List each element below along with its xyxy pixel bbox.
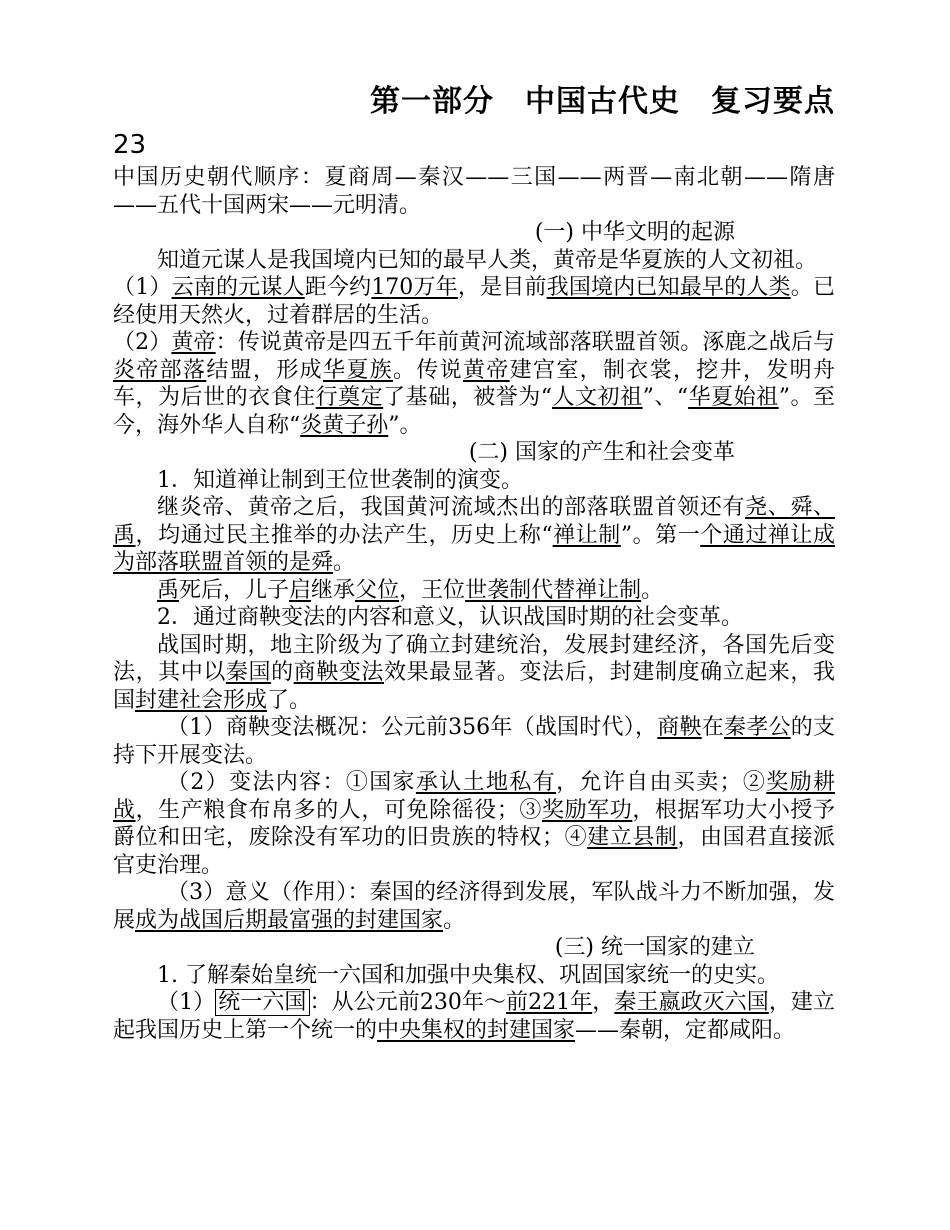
text-run: 1. 了解秦始皇统一六国和加强中央集权、巩固国家统一的史实。	[157, 962, 779, 988]
underlined-keyword: 170万年	[371, 275, 458, 300]
underlined-keyword: 封建社会形成	[135, 687, 268, 713]
underlined-keyword: 炎帝部落	[113, 357, 207, 383]
text-run: 。	[333, 550, 356, 575]
text-run: （1）商鞅变法概况：公元前356年（战国时代），	[167, 715, 658, 740]
underlined-keyword: 华夏族	[322, 357, 393, 383]
text-run: 死后，儿子	[179, 577, 290, 603]
underlined-keyword: 秦国	[225, 660, 272, 685]
text-run: 结盟，形成	[206, 357, 323, 383]
paragraph	[113, 769, 835, 879]
text-run: 。	[641, 577, 664, 603]
text-run: ，允许自由买卖；②	[556, 770, 767, 795]
paragraph	[113, 962, 835, 990]
underlined-keyword: 秦王嬴政灭六国	[614, 990, 769, 1015]
text-run: 。已经使用天然火，过着群居的生活。	[113, 275, 835, 328]
text-run: 。	[443, 907, 466, 933]
underlined-keyword: 承认土地私有	[415, 770, 557, 795]
text-run: ”。	[388, 412, 422, 438]
page-title: 第一部分 中国古代史 复习要点	[370, 84, 835, 119]
underlined-keyword: 秦孝公	[724, 715, 791, 740]
underlined-keyword: 黄帝	[171, 330, 216, 355]
text-run: ，王位	[399, 577, 466, 603]
underlined-keyword: 尧、舜、禹	[113, 495, 835, 548]
underlined-keyword: 商鞅变法	[293, 660, 384, 685]
underlined-keyword: 中央集权的封建国家	[377, 1017, 576, 1043]
text-run: ——秦朝，定都咸阳。	[575, 1017, 796, 1043]
text-run: 的	[271, 660, 294, 685]
underlined-keyword: 黄帝	[462, 357, 510, 383]
text-run: ，生产粮食布帛多的人，可免除徭役；③	[135, 797, 543, 823]
section-heading: (三) 统一国家的建立	[554, 935, 755, 960]
paragraph	[113, 494, 835, 577]
underlined-keyword: 行奠定	[315, 385, 384, 410]
text-run: 效果最显著。变法后，封建制度确立起来，我国	[113, 660, 835, 713]
paragraph	[113, 714, 835, 769]
paragraph	[113, 604, 835, 632]
paragraph	[113, 879, 835, 934]
text-run: （3）意义（作用）：秦国的经济得到发展，军队战斗力不断加强，发展	[113, 880, 835, 933]
underlined-keyword: 建立县制	[587, 825, 678, 850]
text-run: 2．通过商鞅变法的内容和意义，认识战国时期的社会变革。	[157, 605, 743, 630]
text-run: ，由国君直接派官吏治理。	[113, 825, 835, 878]
underlined-keyword: 商鞅	[657, 715, 702, 740]
paragraph	[113, 467, 835, 495]
text-run: （2）变法内容：①国家	[167, 770, 416, 795]
text-run: 的支持下开展变法。	[113, 715, 835, 768]
text-run: ，均通过民主推举的办法产生，历史上称“	[135, 522, 553, 548]
text-run: 1．知道禅让制到王位世袭制的演变。	[157, 467, 523, 493]
boxed-keyword: 统一六国	[215, 989, 309, 1016]
underlined-keyword: 奖励耕战	[113, 770, 835, 823]
underlined-keyword: 云南的元谋人	[171, 275, 305, 300]
text-run: 建宫室，制衣裳，挖井，发明舟车，为后世的衣食住	[113, 357, 835, 410]
text-run: 。传说	[392, 357, 463, 383]
underlined-keyword: 禹	[157, 577, 180, 603]
text-run: （1）	[157, 990, 216, 1015]
text-run: 了。	[267, 687, 312, 713]
text-run: 在	[701, 715, 724, 740]
underlined-keyword: 父位	[355, 577, 400, 603]
paragraph	[113, 247, 835, 275]
text-run: （2）	[113, 330, 172, 355]
text-run: 继炎帝、黄帝之后，我国黄河流域杰出的部落联盟首领还有	[157, 495, 746, 520]
underlined-keyword: 世袭制代替禅让制	[465, 577, 642, 603]
text-run: ”。第一	[620, 522, 701, 548]
text-run: ，建立起我国历史上第一个统一的	[113, 990, 835, 1043]
text-run: 战国时期，地主阶级为了确立封建统治，发展封建经济，各国先后变法，其中以	[113, 632, 835, 685]
text-run: 继承	[311, 577, 356, 603]
text-run: 了基础，被誉为“	[383, 385, 553, 410]
paragraph	[113, 274, 835, 329]
underlined-keyword: 禅让制	[552, 522, 621, 548]
paragraph	[113, 329, 835, 439]
underlined-keyword: 个通过禅让成为部落联盟首领的是舜	[113, 522, 835, 575]
text-run: ，根据军功大小授予爵位和田宅，废除没有军功的旧贵族的特权；④	[113, 797, 835, 850]
paragraph	[113, 577, 835, 605]
text-run: （1）	[113, 275, 172, 300]
paragraph	[113, 632, 835, 715]
paragraph	[113, 989, 835, 1044]
underlined-keyword: 人文初祖	[552, 385, 643, 410]
underlined-keyword: 我国境内已知最早的人类	[546, 275, 791, 300]
text-run: ，是目前	[457, 275, 547, 300]
underlined-keyword: 奖励军功	[542, 797, 633, 823]
text-run: ”。至今，海外华人自称“	[113, 385, 835, 438]
text-run: 距今约	[304, 275, 372, 300]
text-run: ”、“	[642, 385, 689, 410]
section-heading: (二) 国家的产生和社会变革	[468, 440, 735, 465]
underlined-keyword: 前221年	[506, 990, 593, 1015]
underlined-keyword: 华夏始祖	[688, 385, 779, 410]
text-run: ，	[592, 990, 615, 1015]
section-heading: (一) 中华文明的起源	[534, 220, 735, 245]
underlined-keyword: 成为战国后期最富强的封建国家	[135, 907, 444, 933]
text-run: ：传说黄帝是四五千年前黄河流域部落联盟首领。涿鹿之战后与	[215, 330, 835, 355]
intro-paragraph: 中国历史朝代顺序：夏商周—秦汉——三国——两晋—南北朝——隋唐——五代十国两宋——元明清。	[113, 165, 835, 218]
document-page	[113, 80, 835, 1044]
underlined-keyword: 启	[289, 577, 312, 603]
text-run: 知道元谋人是我国境内已知的最早人类，黄帝是华夏族的人文初祖。	[157, 247, 818, 273]
underlined-keyword: 炎黄子孙	[300, 412, 389, 438]
text-run: ：从公元前230年～	[309, 990, 507, 1015]
page-number: 23	[113, 130, 147, 160]
